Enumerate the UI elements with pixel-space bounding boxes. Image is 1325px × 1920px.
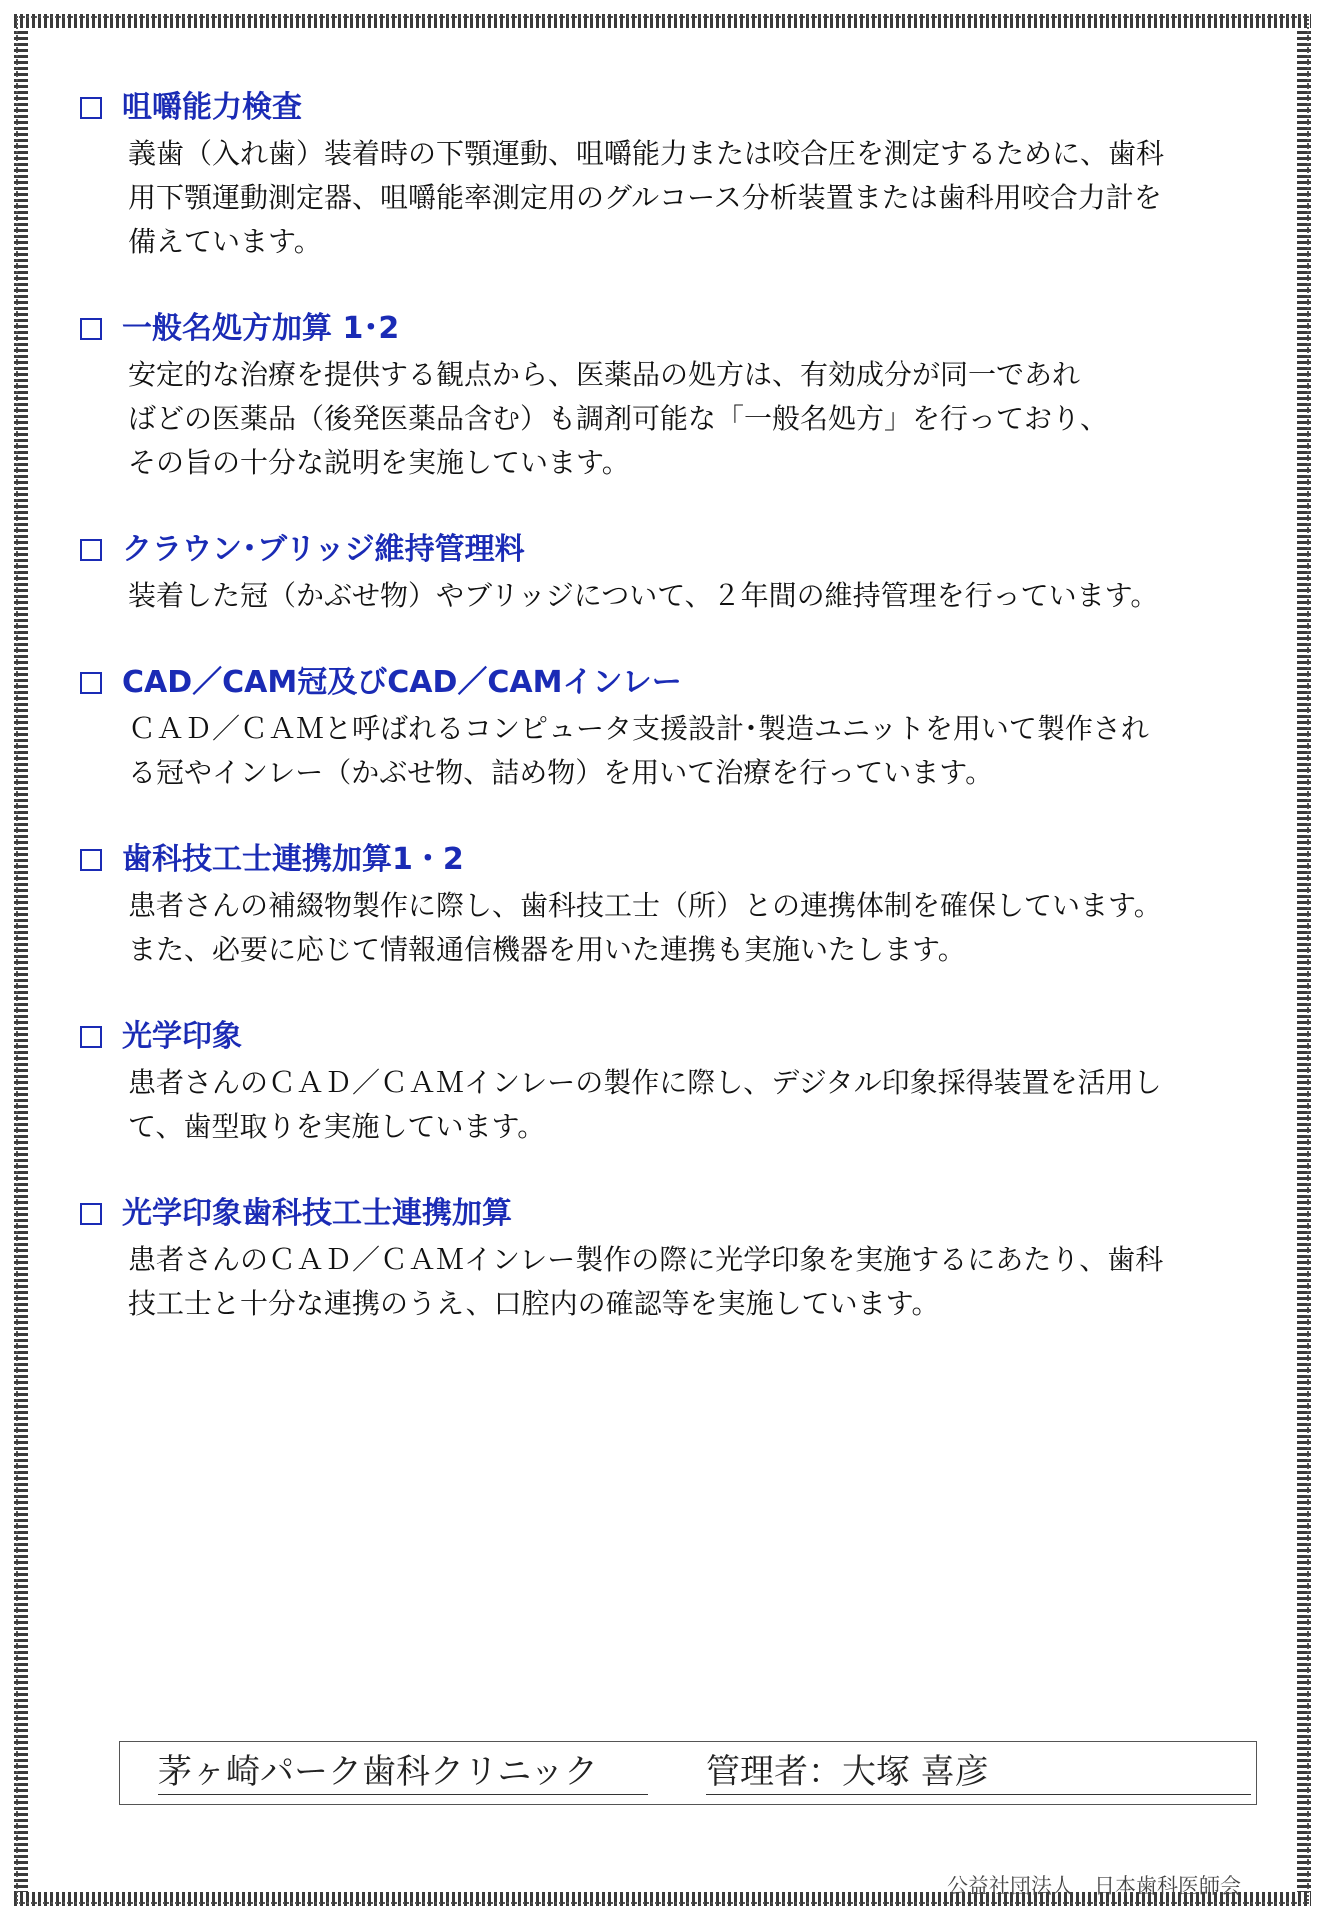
section-technician-cooperation bbox=[80, 840, 1260, 972]
checkbox-icon bbox=[80, 1026, 102, 1048]
checkbox-icon bbox=[80, 318, 102, 340]
section-generic-prescription bbox=[80, 309, 1260, 485]
section-title: 一般名処方加算 1･2 bbox=[122, 311, 400, 346]
body-line: 患者さんのＣＡＤ／ＣＡＭインレー製作の際に光学印象を実施するにあたり、歯科 bbox=[128, 1243, 1164, 1276]
section-body bbox=[128, 574, 1248, 618]
clinic-name: 茅ヶ崎パーク歯科クリニック bbox=[158, 1750, 648, 1795]
section-crown-bridge bbox=[80, 530, 1260, 618]
section-title: 光学印象歯科技工士連携加算 bbox=[122, 1196, 512, 1231]
section-heading bbox=[80, 88, 1260, 128]
section-body bbox=[128, 884, 1248, 972]
section-heading bbox=[80, 1017, 1260, 1057]
section-body bbox=[128, 353, 1248, 485]
section-heading bbox=[80, 840, 1260, 880]
section-body bbox=[128, 1238, 1248, 1326]
body-line: 安定的な治療を提供する観点から、医薬品の処方は、有効成分が同一であれ bbox=[128, 358, 1081, 391]
body-line: 用下顎運動測定器、咀嚼能率測定用のグルコース分析装置または歯科用咬合力計を bbox=[128, 181, 1162, 214]
section-body bbox=[128, 132, 1248, 264]
body-line: る冠やインレー（かぶせ物、詰め物）を用いて治療を行っています。 bbox=[128, 756, 994, 789]
section-body bbox=[128, 707, 1248, 795]
body-line: 技工士と十分な連携のうえ、口腔内の確認等を実施しています。 bbox=[128, 1287, 940, 1320]
footer-organization: 公益社団法人 日本歯科医師会 bbox=[947, 1874, 1241, 1898]
section-title: クラウン･ブリッジ維持管理料 bbox=[122, 532, 525, 567]
administrator-name: 管理者：大塚 喜彦 bbox=[706, 1750, 1251, 1795]
body-line: 義歯（入れ歯）装着時の下顎運動、咀嚼能力または咬合圧を測定するために、歯科 bbox=[128, 137, 1165, 170]
checkbox-icon bbox=[80, 97, 102, 119]
document-content bbox=[80, 88, 1260, 1371]
body-line: 患者さんのＣＡＤ／ＣＡＭインレーの製作に際し、デジタル印象採得装置を活用し bbox=[128, 1066, 1162, 1099]
section-mastication-test bbox=[80, 88, 1260, 264]
signature-box bbox=[119, 1741, 1257, 1805]
body-line: 備えています。 bbox=[128, 225, 322, 258]
section-title: 光学印象 bbox=[122, 1019, 242, 1054]
section-cad-cam bbox=[80, 663, 1260, 795]
section-heading bbox=[80, 663, 1260, 703]
section-heading bbox=[80, 530, 1260, 570]
body-line: 患者さんの補綴物製作に際し、歯科技工士（所）との連携体制を確保しています。 bbox=[128, 889, 1162, 922]
checkbox-icon bbox=[80, 1203, 102, 1225]
body-line: また、必要に応じて情報通信機器を用いた連携も実施いたします。 bbox=[128, 933, 966, 966]
section-optical-impression bbox=[80, 1017, 1260, 1149]
section-heading bbox=[80, 1194, 1260, 1234]
body-line: その旨の十分な説明を実施しています。 bbox=[128, 446, 630, 479]
section-title: 歯科技工士連携加算1・2 bbox=[122, 842, 464, 877]
checkbox-icon bbox=[80, 672, 102, 694]
body-line: て、歯型取りを実施しています。 bbox=[128, 1110, 546, 1143]
section-body bbox=[128, 1061, 1248, 1149]
body-line: ＣＡＤ／ＣＡＭと呼ばれるコンピュータ支援設計･製造ユニットを用いて製作され bbox=[128, 712, 1149, 745]
checkbox-icon bbox=[80, 849, 102, 871]
section-optical-impression-technician bbox=[80, 1194, 1260, 1326]
checkbox-icon bbox=[80, 539, 102, 561]
body-line: 装着した冠（かぶせ物）やブリッジについて、２年間の維持管理を行っています。 bbox=[128, 579, 1159, 612]
section-heading bbox=[80, 309, 1260, 349]
section-title: 咀嚼能力検査 bbox=[122, 90, 302, 125]
section-title: CAD／CAM冠及びCAD／CAMインレー bbox=[122, 665, 682, 700]
body-line: ばどの医薬品（後発医薬品含む）も調剤可能な「一般名処方」を行っており、 bbox=[128, 402, 1109, 435]
